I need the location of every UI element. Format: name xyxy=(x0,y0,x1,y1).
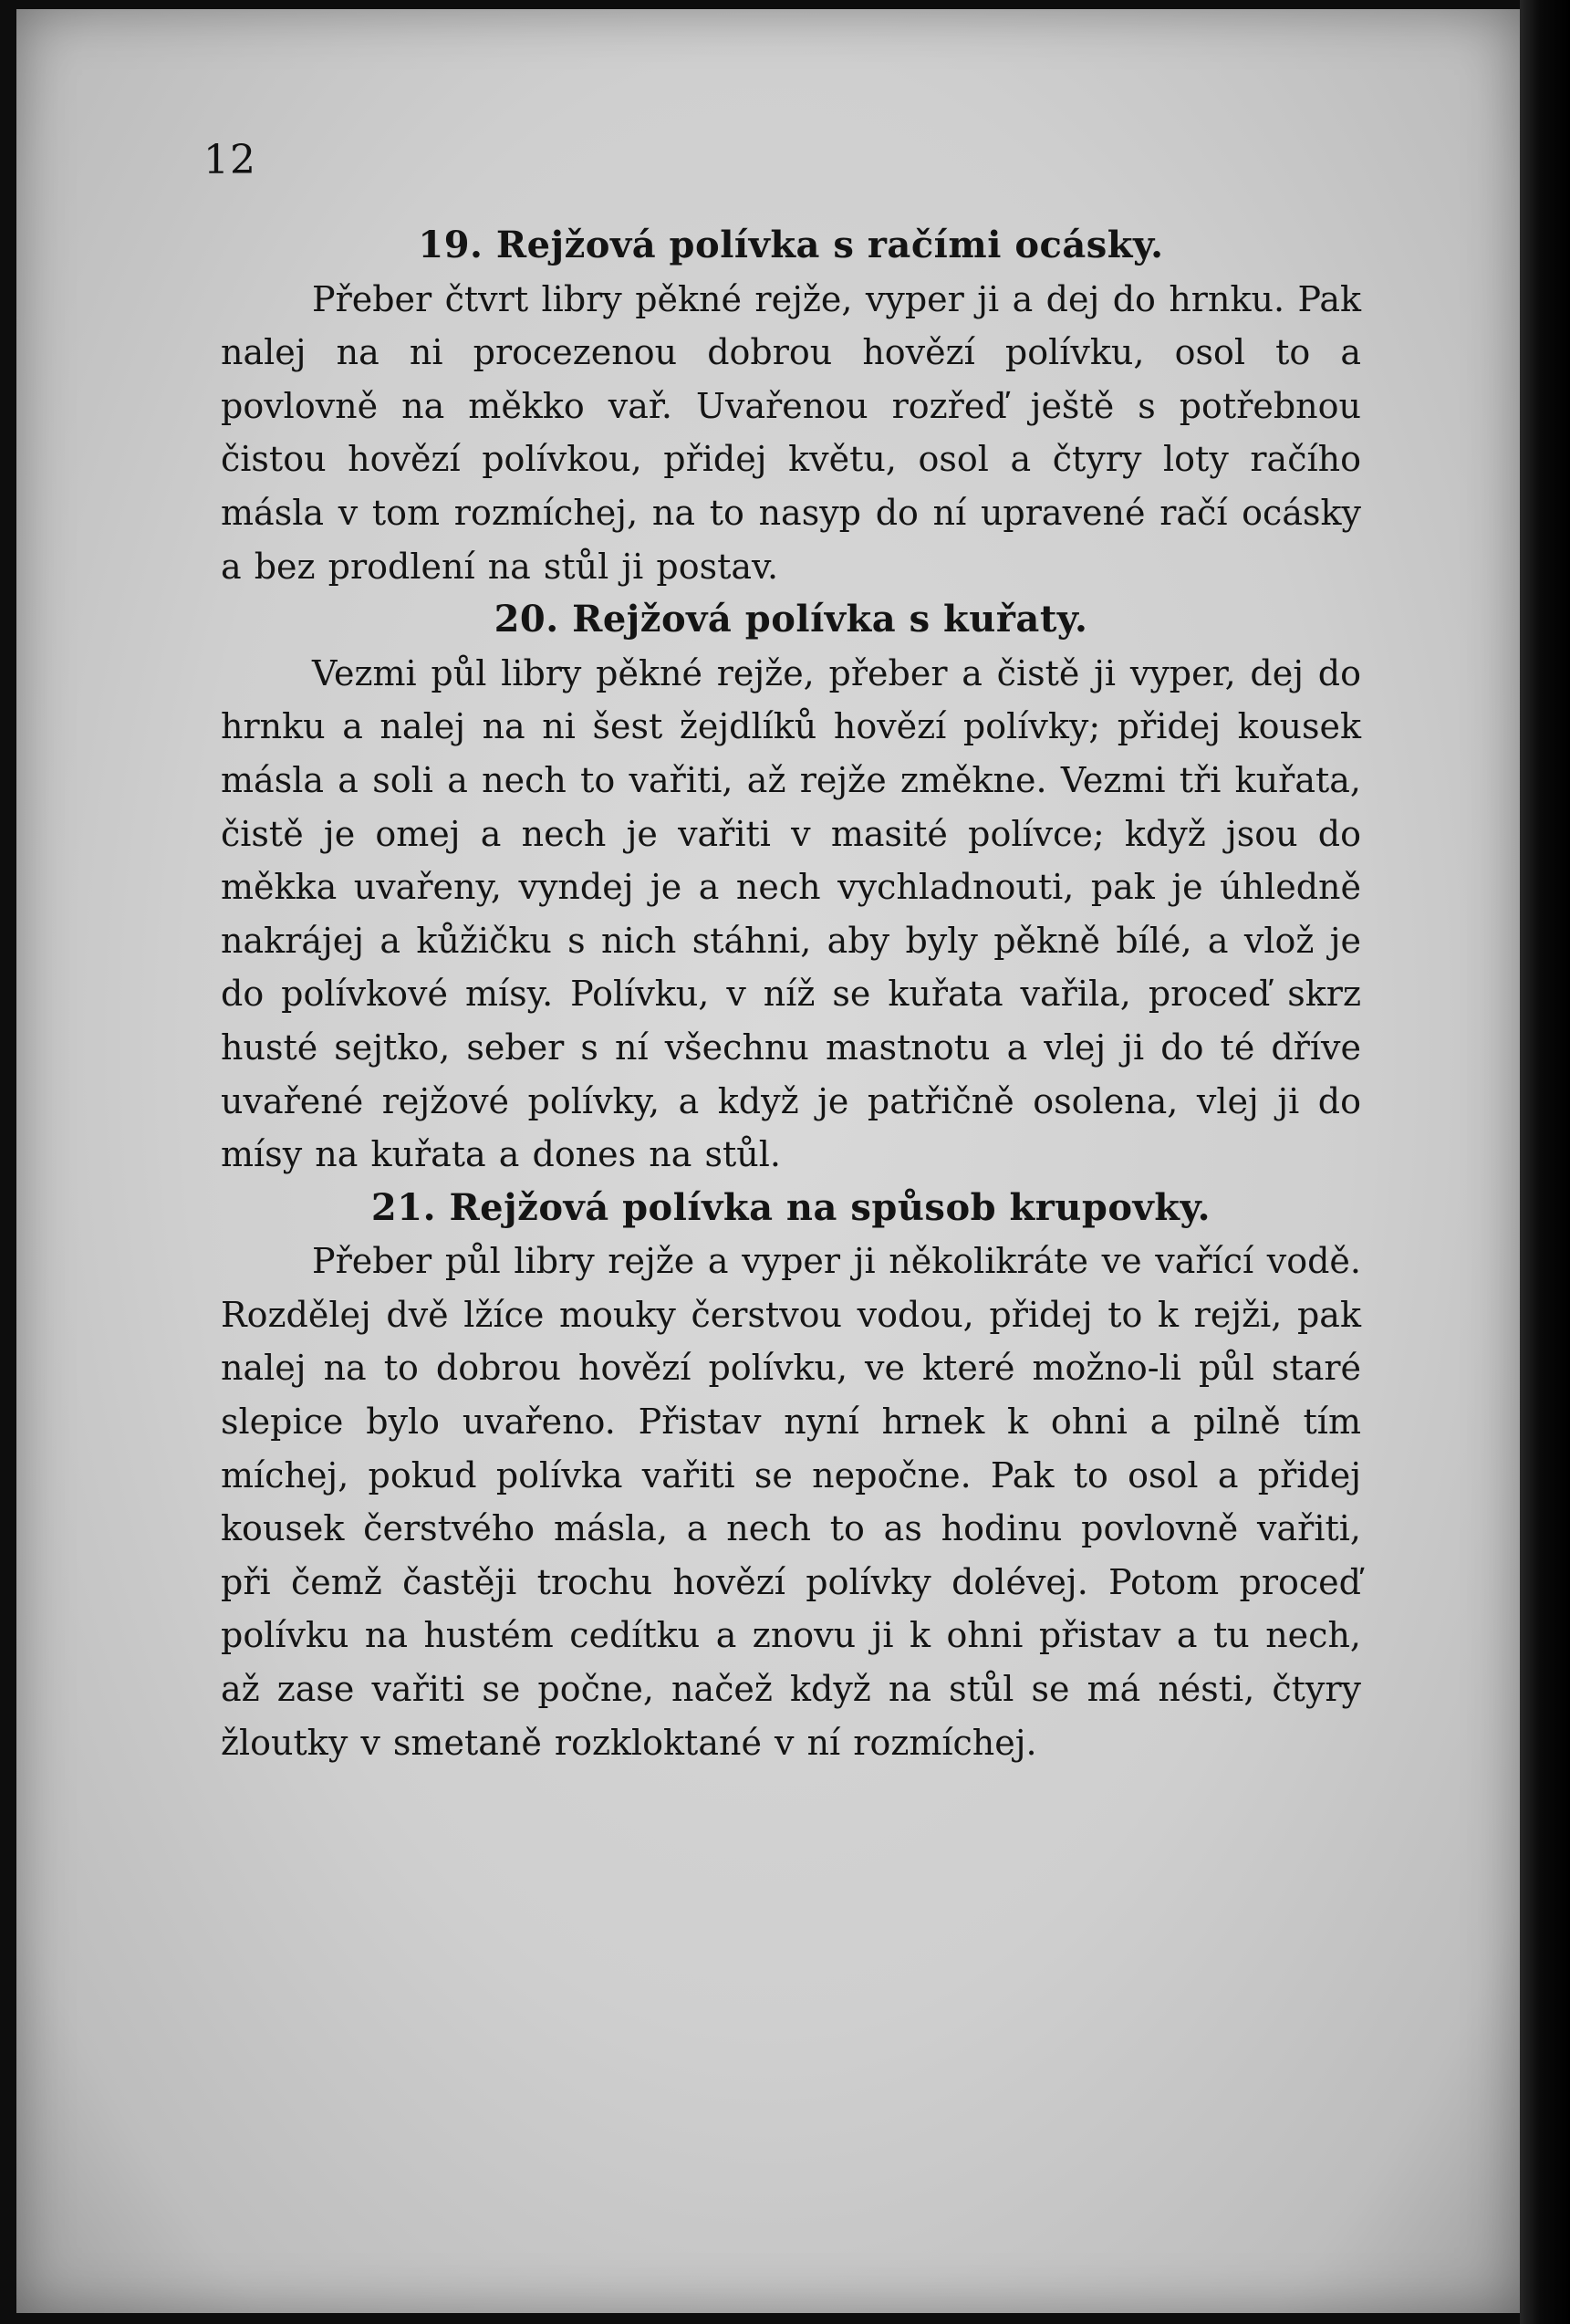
page-text xyxy=(221,219,1361,1769)
book-spine-edge xyxy=(1520,0,1570,2324)
recipe-body-21: Přeber půl libry rejže a vyper ji několikráte ve vařící vodě. Rozdělej dvě lžíce mouky čerstvou vodou, přidej to k rejži, pak nalej na to dobrou hovězí polívku, ve které možno-li půl staré slepice bylo uvařeno. Přistav nyní hrnek k ohni a pilně tím míchej, pokud polívka vařiti se nepočne. Pak to osol a přidej kousek čerstvého másla, a nech to as hodinu povlovně vařiti, při čemž častěji trochu hovězí polívky dolévej. Potom proceď polívku na hustém cedítku a znovu ji k ohni přistav a tu nech, až zase vařiti se počne, načež když na stůl se má nésti, čtyry žloutky v smetaně rozkloktané v ní rozmíchej. xyxy=(221,1241,1361,1763)
recipe-heading-19: 19. Rejžová polívka s račími ocásky. xyxy=(418,224,1164,266)
book-page xyxy=(16,9,1520,2313)
recipe-heading-20: 20. Rejžová polívka s kuřaty. xyxy=(494,598,1088,641)
recipe-body-19: Přeber čtvrt libry pěkné rejže, vyper ji a dej do hrnku. Pak nalej na ni procezenou dobrou hovězí polívku, osol to a povlovně na měkko vař. Uvařenou rozřeď ještě s potřebnou čistou hovězí polívkou, přidej květu, osol a čtyry loty račího másla v tom rozmíchej, na to nasyp do ní upravené račí ocásky a bez prodlení na stůl ji postav. xyxy=(221,278,1361,587)
recipe-heading-21: 21. Rejžová polívka na spůsob krupovky. xyxy=(370,1185,1211,1229)
recipe-body-20: Vezmi půl libry pěkné rejže, přeber a čistě ji vyper, dej do hrnku a nalej na ni šest žejdlíků hovězí polívky; přidej kousek másla a soli a nech to vařiti, až rejže změkne. Vezmi tři kuřata, čistě je omej a nech je vařiti v masité polívce; když jsou do měkka uvařeny, vyndej je a nech vychladnouti, pak je úhledně nakrájej a kůžičku s nich stáhni, aby byly pěkně bílé, a vlož je do polívkové mísy. Polívku, v níž se kuřata vařila, proceď skrz husté sejtko, seber s ní všechnu mastnotu a vlej ji do té dříve uvařené rejžové polívky, a když je patřičně osolena, vlej ji do mísy na kuřata a dones na stůl. xyxy=(221,652,1361,1175)
page-number: 12 xyxy=(203,137,256,183)
